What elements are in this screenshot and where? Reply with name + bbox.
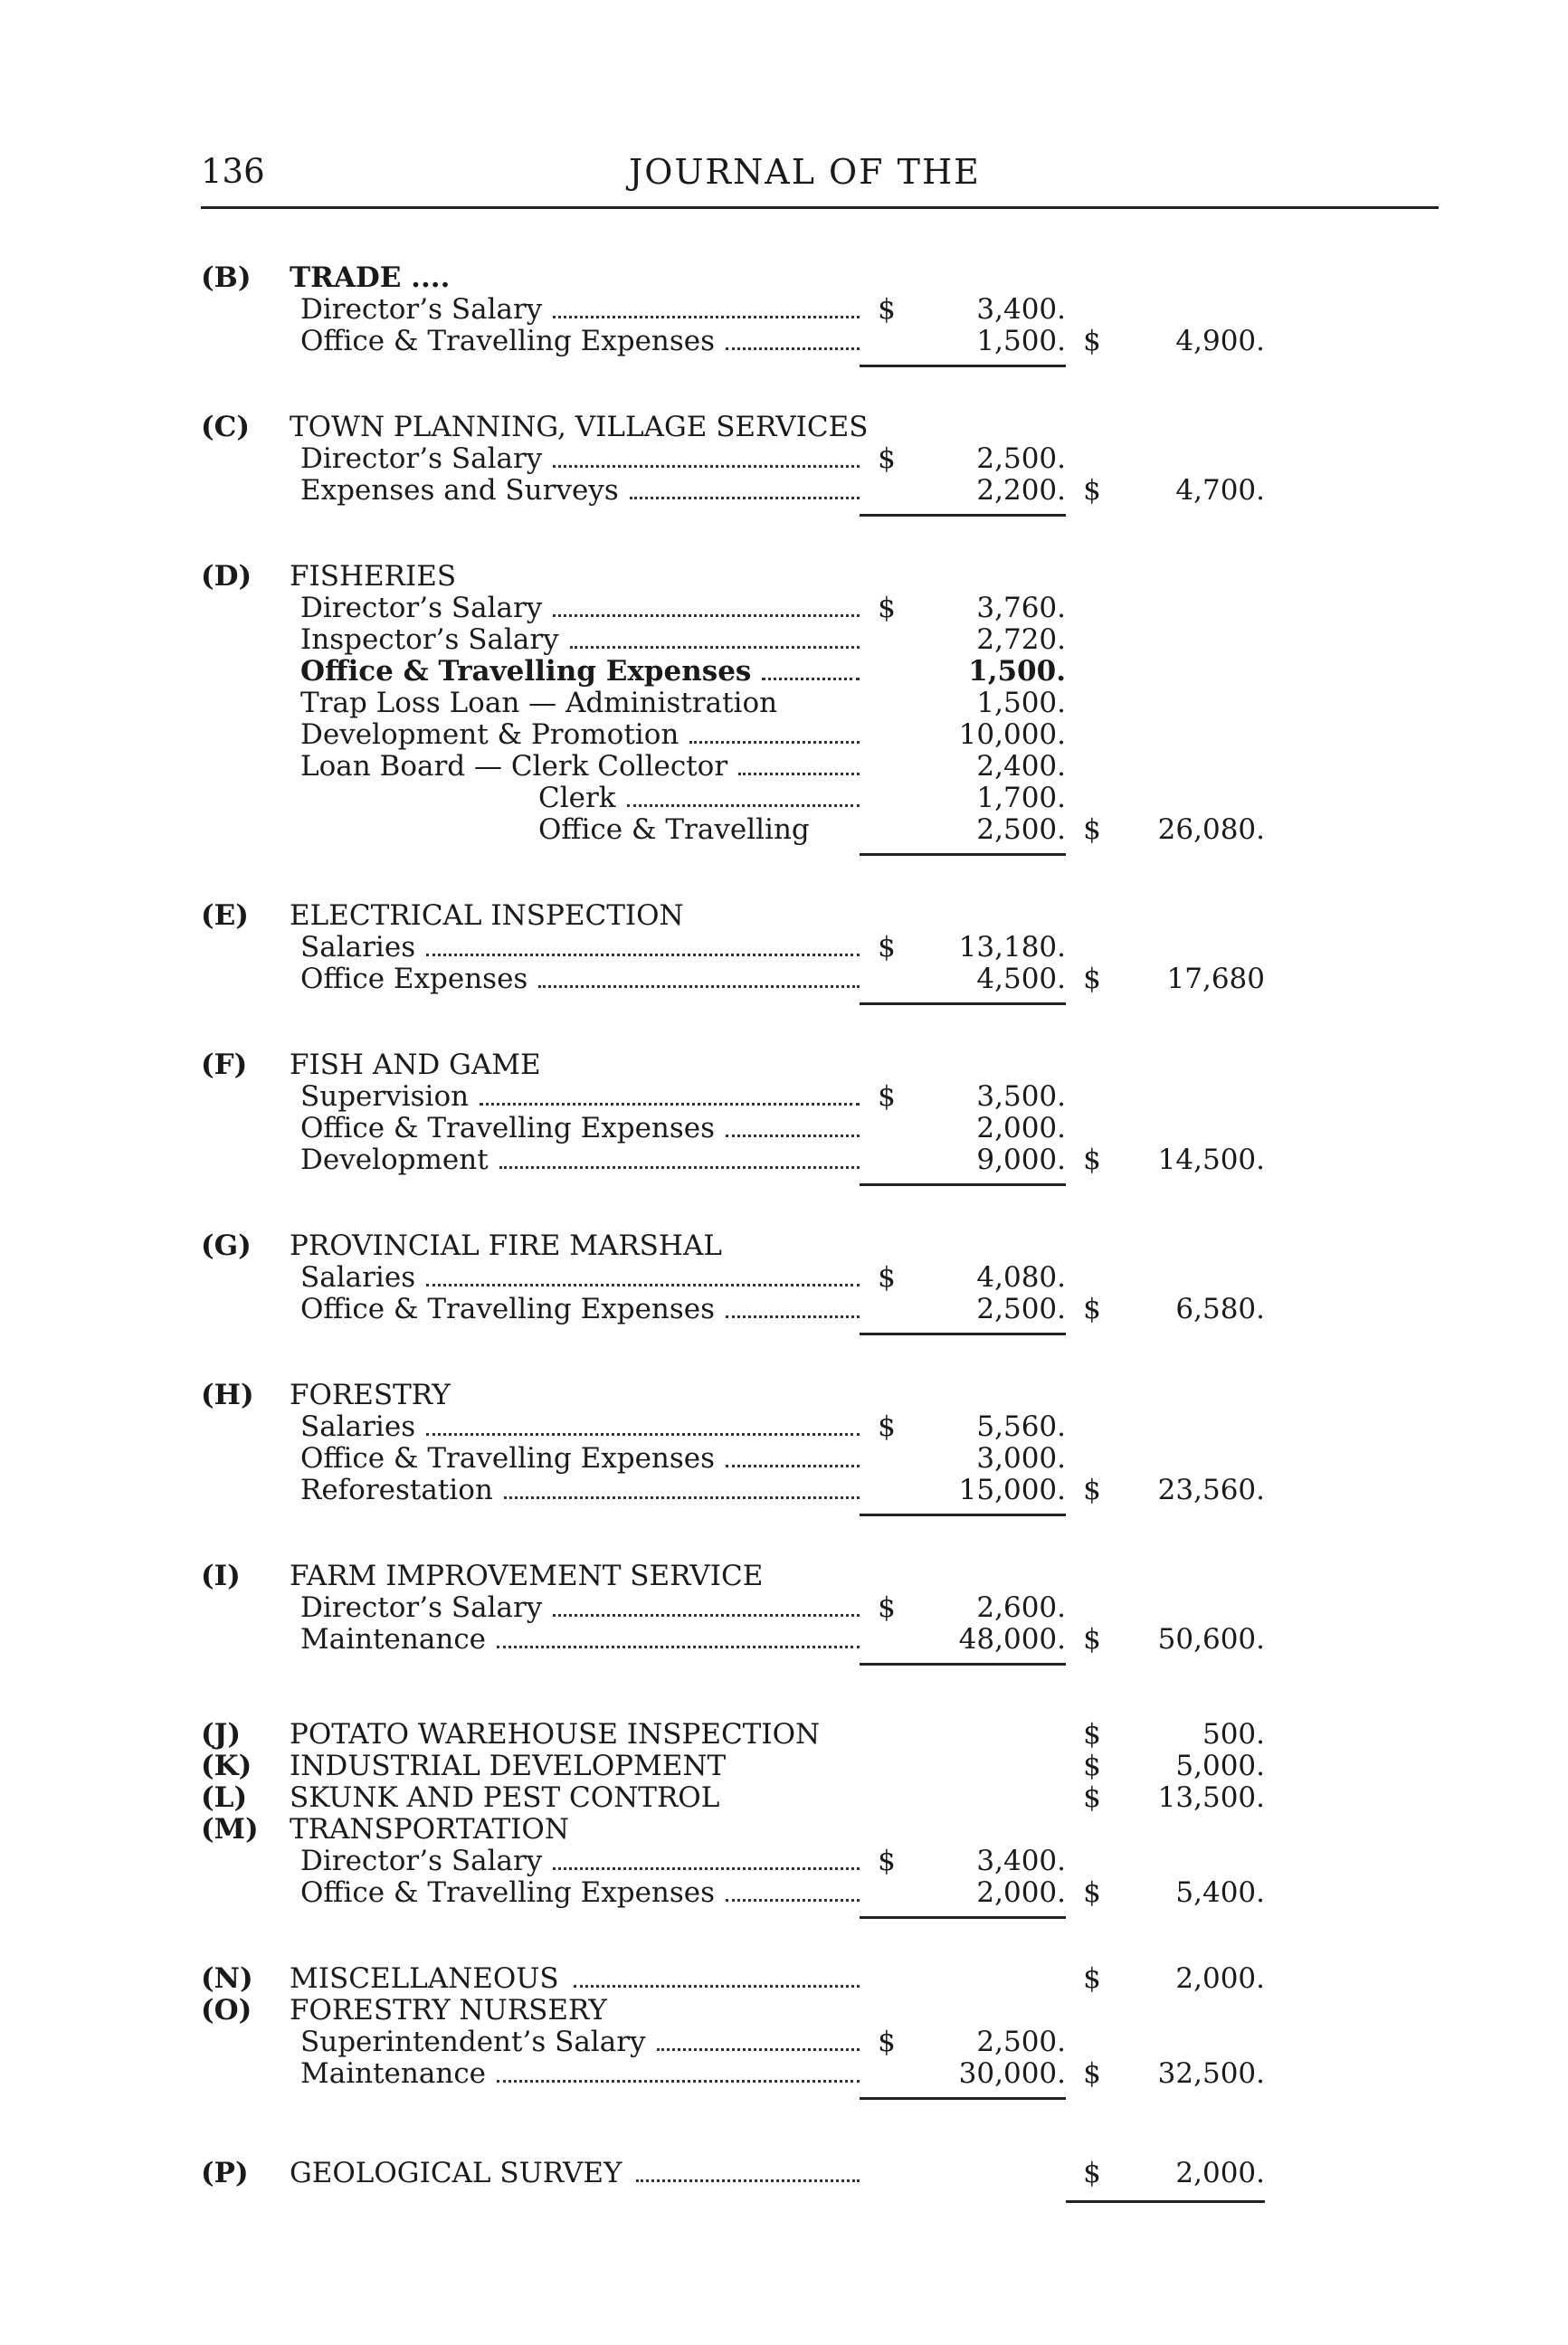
dot-leader: [504, 1493, 860, 1499]
entry-row: [0, 1846, 1568, 1877]
total-dollar-sign: $: [1083, 813, 1101, 846]
item-amount: 5,560.: [976, 1410, 1066, 1443]
total-dollar-sign: $: [1083, 1474, 1101, 1506]
section-total: 2,000.: [1175, 1962, 1265, 1995]
item-label: Reforestation: [300, 1474, 493, 1506]
dollar-sign: $: [878, 1261, 896, 1294]
item-label: Development: [300, 1144, 489, 1176]
entry-row: [0, 688, 1568, 719]
dot-leader: [553, 312, 860, 318]
section-label: (F): [201, 1049, 248, 1081]
section-label: (E): [201, 899, 249, 932]
section-total: 13,500.: [1157, 1781, 1265, 1814]
dot-leader: [426, 1280, 860, 1286]
item-label: Maintenance: [300, 1623, 487, 1656]
total-dollar-sign: $: [1083, 1876, 1101, 1909]
section-title: TRADE ....: [290, 261, 451, 294]
item-amount: 4,080.: [976, 1261, 1066, 1294]
item-amount: 2,720.: [976, 623, 1066, 656]
item-amount: 1,700.: [976, 782, 1066, 814]
entry-row: [0, 1411, 1568, 1443]
dollar-sign: $: [878, 931, 896, 964]
section-total: 26,080.: [1157, 813, 1265, 846]
section-title: FARM IMPROVEMENT SERVICE: [290, 1560, 764, 1592]
total-dollar-sign: $: [1083, 2157, 1101, 2189]
total-dollar-sign: $: [1083, 2057, 1101, 2090]
item-label: Director’s Salary: [300, 293, 543, 326]
entry-row: [0, 262, 1568, 294]
item-label: Office & Travelling: [538, 813, 810, 846]
dot-leader: [726, 344, 860, 350]
section-title: PROVINCIAL FIRE MARSHAL: [290, 1229, 722, 1262]
dot-leader: [657, 2045, 860, 2051]
item-amount: 2,500.: [976, 1293, 1066, 1325]
item-amount: 1,500.: [976, 687, 1066, 719]
item-label: Salaries: [300, 1410, 416, 1443]
item-label: Development & Promotion: [300, 718, 679, 751]
subtotal-rule: [860, 1663, 1066, 1666]
total-dollar-sign: $: [1083, 1293, 1101, 1325]
entry-row: [0, 1751, 1568, 1782]
item-amount: 13,180.: [958, 931, 1066, 964]
entry-row: [0, 656, 1568, 688]
dot-leader: [627, 801, 860, 807]
subtotal-rule: [860, 1916, 1066, 1919]
dot-leader: [570, 642, 860, 649]
section-title: GEOLOGICAL SURVEY: [290, 2157, 622, 2189]
dollar-sign: $: [878, 1410, 896, 1443]
entry-row: [0, 2158, 1568, 2189]
entry-row: [0, 814, 1568, 846]
subtotal-rule: [860, 514, 1066, 517]
entry-row: [0, 1995, 1568, 2027]
item-label: Director’s Salary: [300, 1591, 543, 1624]
dot-leader: [762, 674, 860, 680]
dot-leader: [426, 950, 860, 956]
section-label: (J): [201, 1718, 242, 1751]
item-label: Office & Travelling Expenses: [300, 1112, 716, 1144]
item-label: Salaries: [300, 1261, 416, 1294]
section-title: FISHERIES: [290, 560, 457, 593]
dot-leader: [738, 769, 860, 775]
section-label: (N): [201, 1962, 253, 1995]
section-total: 50,600.: [1157, 1623, 1265, 1656]
entry-row: [0, 2058, 1568, 2090]
item-amount: 15,000.: [958, 1474, 1066, 1506]
item-label: Trap Loss Loan — Administration: [300, 687, 778, 719]
dot-leader: [726, 1312, 860, 1318]
item-label: Office & Travelling Expenses: [300, 1442, 716, 1475]
section-label: (M): [201, 1813, 259, 1846]
entry-row: [0, 1814, 1568, 1846]
entry-row: [0, 475, 1568, 507]
item-amount: 2,400.: [976, 750, 1066, 783]
item-label: Director’s Salary: [300, 442, 543, 475]
entry-row: [0, 1081, 1568, 1113]
item-label: Office & Travelling Expenses: [300, 655, 752, 688]
dot-leader: [499, 1163, 860, 1169]
item-amount: 48,000.: [958, 1623, 1066, 1656]
total-dollar-sign: $: [1083, 1718, 1101, 1751]
dollar-sign: $: [878, 592, 896, 624]
entry-row: [0, 2027, 1568, 2058]
section-label: (G): [201, 1229, 252, 1262]
section-total: 4,700.: [1175, 474, 1265, 507]
entry-row: [0, 1877, 1568, 1909]
item-amount: 2,000.: [976, 1112, 1066, 1144]
entry-row: [0, 1294, 1568, 1325]
item-label: Loan Board — Clerk Collector: [300, 750, 728, 783]
entry-row: [0, 1262, 1568, 1294]
item-label: Office Expenses: [300, 963, 528, 995]
entry-row: [0, 1624, 1568, 1656]
section-total: 5,000.: [1175, 1750, 1265, 1782]
dot-leader: [726, 1131, 860, 1137]
total-dollar-sign: $: [1083, 325, 1101, 357]
entry-row: [0, 1475, 1568, 1506]
dot-leader: [726, 1895, 860, 1902]
section-label: (L): [201, 1781, 248, 1814]
section-label: (P): [201, 2157, 249, 2189]
section-label: (C): [201, 411, 251, 443]
section-title: TRANSPORTATION: [290, 1813, 569, 1846]
final-rule: [1066, 2200, 1265, 2203]
total-dollar-sign: $: [1083, 474, 1101, 507]
entry-row: [0, 751, 1568, 783]
entry-row: [0, 561, 1568, 593]
total-dollar-sign: $: [1083, 1750, 1101, 1782]
item-amount: 1,500.: [968, 655, 1066, 688]
subtotal-rule: [860, 1333, 1066, 1335]
item-amount: 2,600.: [976, 1591, 1066, 1624]
section-label: (O): [201, 1994, 252, 2027]
item-label: Clerk: [538, 782, 616, 814]
section-total: 4,900.: [1175, 325, 1265, 357]
item-label: Expenses and Surveys: [300, 474, 619, 507]
item-amount: 4,500.: [976, 963, 1066, 995]
entry-row: [0, 964, 1568, 995]
dollar-sign: $: [878, 2026, 896, 2058]
dot-leader: [538, 982, 860, 988]
dollar-sign: $: [878, 293, 896, 326]
entry-row: [0, 932, 1568, 964]
entry-row: [0, 1380, 1568, 1411]
section-total: 2,000.: [1175, 2157, 1265, 2189]
section-title: INDUSTRIAL DEVELOPMENT: [290, 1750, 727, 1782]
item-label: Maintenance: [300, 2057, 487, 2090]
item-amount: 2,500.: [976, 2026, 1066, 2058]
entry-row: [0, 1113, 1568, 1144]
entry-row: [0, 593, 1568, 624]
dot-leader: [574, 1981, 860, 1988]
entry-row: [0, 900, 1568, 932]
item-amount: 1,500.: [976, 325, 1066, 357]
entry-row: [0, 1561, 1568, 1592]
item-label: Office & Travelling Expenses: [300, 1293, 716, 1325]
section-title: ELECTRICAL INSPECTION: [290, 899, 684, 932]
dot-leader: [553, 1864, 860, 1870]
entry-row: [0, 1719, 1568, 1751]
entry-row: [0, 326, 1568, 357]
subtotal-rule: [860, 1183, 1066, 1186]
dot-leader: [553, 611, 860, 617]
entry-row: [0, 1049, 1568, 1081]
entry-row: [0, 1592, 1568, 1624]
entry-row: [0, 719, 1568, 751]
section-title: FORESTRY NURSERY: [290, 1994, 607, 2027]
dot-leader: [497, 2076, 860, 2083]
dot-leader: [480, 1099, 860, 1106]
dollar-sign: $: [878, 1591, 896, 1624]
dot-leader: [726, 1461, 860, 1467]
item-label: Director’s Salary: [300, 1845, 543, 1877]
section-label: (D): [201, 560, 252, 593]
section-title: FORESTRY: [290, 1379, 451, 1411]
section-total: 500.: [1202, 1718, 1265, 1751]
subtotal-rule: [860, 365, 1066, 367]
section-total: 17,680: [1166, 963, 1265, 995]
journal-title: JOURNAL OF THE: [629, 152, 981, 192]
dot-leader: [636, 2176, 860, 2182]
section-title: SKUNK AND PEST CONTROL: [290, 1781, 720, 1814]
section-total: 23,560.: [1157, 1474, 1265, 1506]
entry-row: [0, 412, 1568, 443]
item-amount: 3,760.: [976, 592, 1066, 624]
section-title: FISH AND GAME: [290, 1049, 541, 1081]
subtotal-rule: [860, 2097, 1066, 2100]
item-amount: 30,000.: [958, 2057, 1066, 2090]
dot-leader: [630, 493, 860, 499]
item-amount: 3,400.: [976, 1845, 1066, 1877]
section-label: (I): [201, 1560, 241, 1592]
dot-leader: [497, 1642, 860, 1648]
section-title: MISCELLANEOUS: [290, 1962, 559, 1995]
entry-row: [0, 624, 1568, 656]
total-dollar-sign: $: [1083, 1144, 1101, 1176]
entry-row: [0, 1144, 1568, 1176]
item-label: Office & Travelling Expenses: [300, 325, 716, 357]
section-label: (B): [201, 261, 252, 294]
total-dollar-sign: $: [1083, 963, 1101, 995]
item-label: Director’s Salary: [300, 592, 543, 624]
item-amount: 9,000.: [976, 1144, 1066, 1176]
section-total: 5,400.: [1175, 1876, 1265, 1909]
subtotal-rule: [860, 1514, 1066, 1516]
item-amount: 3,500.: [976, 1080, 1066, 1113]
section-total: 32,500.: [1157, 2057, 1265, 2090]
item-amount: 2,200.: [976, 474, 1066, 507]
section-total: 14,500.: [1157, 1144, 1265, 1176]
dollar-sign: $: [878, 1845, 896, 1877]
item-amount: 3,000.: [976, 1442, 1066, 1475]
section-label: (H): [201, 1379, 254, 1411]
item-amount: 2,500.: [976, 442, 1066, 475]
entry-row: [0, 1782, 1568, 1814]
item-amount: 2,000.: [976, 1876, 1066, 1909]
total-dollar-sign: $: [1083, 1781, 1101, 1814]
item-label: Salaries: [300, 931, 416, 964]
entry-row: [0, 1963, 1568, 1995]
entry-row: [0, 1443, 1568, 1475]
dot-leader: [689, 737, 860, 744]
section-label: (K): [201, 1750, 252, 1782]
page-number: 136: [201, 152, 265, 191]
entry-row: [0, 294, 1568, 326]
subtotal-rule: [860, 853, 1066, 856]
item-label: Office & Travelling Expenses: [300, 1876, 716, 1909]
item-amount: 3,400.: [976, 293, 1066, 326]
entry-row: [0, 1230, 1568, 1262]
dot-leader: [553, 1610, 860, 1617]
dollar-sign: $: [878, 1080, 896, 1113]
item-label: Inspector’s Salary: [300, 623, 559, 656]
dot-leader: [553, 461, 860, 468]
total-dollar-sign: $: [1083, 1623, 1101, 1656]
section-total: 6,580.: [1175, 1293, 1265, 1325]
item-label: Supervision: [300, 1080, 470, 1113]
item-amount: 2,500.: [976, 813, 1066, 846]
section-title: TOWN PLANNING, VILLAGE SERVICES: [290, 411, 869, 443]
item-label: Superintendent’s Salary: [300, 2026, 646, 2058]
total-dollar-sign: $: [1083, 1962, 1101, 1995]
subtotal-rule: [860, 1002, 1066, 1005]
dollar-sign: $: [878, 442, 896, 475]
entry-row: [0, 783, 1568, 814]
section-title: POTATO WAREHOUSE INSPECTION: [290, 1718, 821, 1751]
item-amount: 10,000.: [958, 718, 1066, 751]
entry-row: [0, 443, 1568, 475]
dot-leader: [426, 1429, 860, 1436]
